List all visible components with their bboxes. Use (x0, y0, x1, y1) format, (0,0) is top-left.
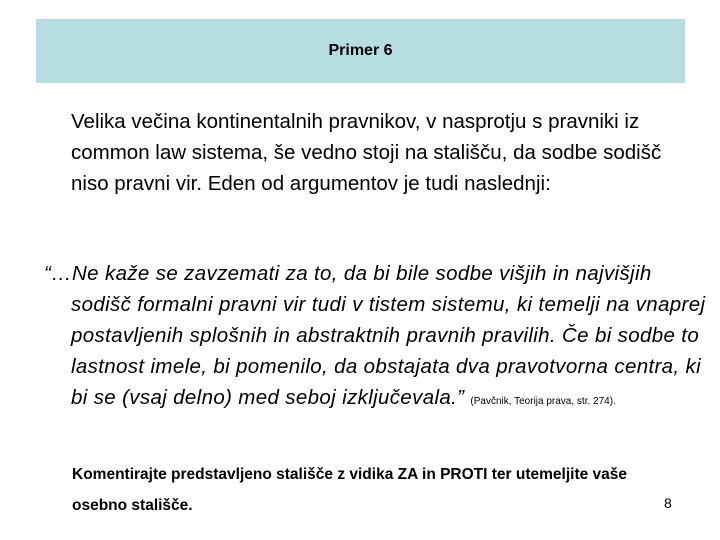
title-bar (36, 19, 685, 83)
quote-block (44, 258, 711, 417)
page-number: 8 (664, 495, 672, 511)
slide-title: Primer 6 (328, 42, 393, 59)
task-instruction: Komentirajte predstavljeno stališče z vidika ZA in PROTI ter utemeljite vaše osebno stališče. (72, 466, 628, 514)
intro-paragraph: Velika večina kontinentalnih pravnikov, v nasprotju s pravniki iz common law sistema, še vedno stoji na stališču, da sodbe sodišč niso pravni vir. Eden od argumentov je tudi naslednji: (71, 110, 662, 195)
quote-citation: (Pavčnik, Teorija prava, str. 274). (470, 396, 616, 407)
quote-text: “…Ne kaže se zavzemati za to, da bi bile sodbe višjih in najvišjih sodišč formalni pravni vir tudi v tistem sistemu, ki temelji na vnaprej postavljenih splošnih in abstraktnih pravnih pravilih. Če bi sodbe to lastnost imele, bi pomenilo, da obstajata dva pravotvorna centra, ki bi se (vsaj delno) med seboj izključevala.” (44, 262, 706, 409)
